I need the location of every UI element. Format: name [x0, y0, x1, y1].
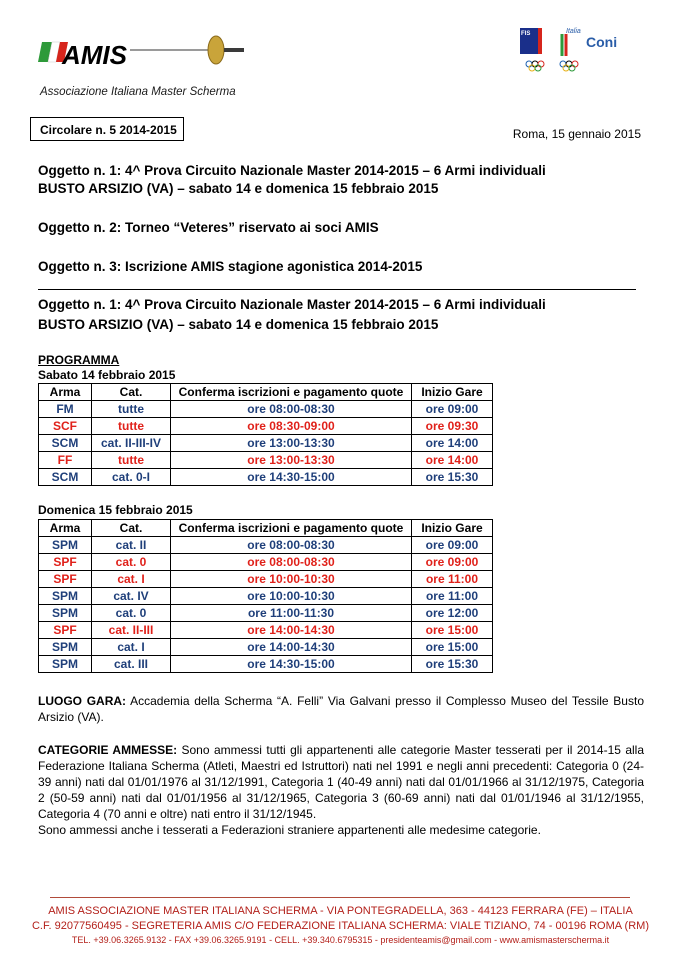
subject-1-line2: BUSTO ARSIZIO (VA) – sabato 14 e domenica 15 febbraio 2015	[38, 181, 439, 196]
table-row	[39, 588, 493, 605]
header-cat: Cat.	[92, 520, 171, 537]
cell-arma: SCF	[39, 418, 92, 435]
cell-cat: tutte	[92, 418, 171, 435]
cell-cat: cat. I	[92, 639, 171, 656]
table-row	[39, 418, 493, 435]
cell-inizio: ore 15:00	[412, 622, 493, 639]
categorie-label: CATEGORIE AMMESSE:	[38, 743, 178, 757]
divider-line	[38, 289, 636, 290]
table-row	[39, 401, 493, 418]
table-header-row	[39, 520, 493, 537]
cell-inizio: ore 09:30	[412, 418, 493, 435]
header-conferma: Conferma iscrizioni e pagamento quote	[171, 384, 412, 401]
cell-conferma: ore 08:30-09:00	[171, 418, 412, 435]
table-row	[39, 622, 493, 639]
subject-1-repeat-line1: Oggetto n. 1: 4^ Prova Circuito Nazionale Master 2014-2015 – 6 Armi individuali	[38, 297, 546, 312]
categorie-text: Sono ammessi tutti gli appartenenti alle categorie Master tesserati per il 2014-15 alla Federazione Italiana Scherma (Atleti, Maestri ed Istruttori) nati nel 1991 e negli anni precedenti: Categoria 0 (24-39 anni) nati dal 01/01/1976 al 31/12/1991, Categoria 1 (40-49 anni) nati dal 01/01/1966 al 31/12/1975, Categoria 2 (50-59 anni) nati dal 01/01/1956 al 31/12/1965, Categoria 3 (60-69 anni) nati dal 01/01/1946 al 31/12/1955, Categoria 4 (70 anni e oltre) nati entro il 31/12/1945.	[38, 743, 645, 821]
cell-cat: cat. III	[92, 656, 171, 673]
cell-conferma: ore 13:00-13:30	[171, 435, 412, 452]
table-row	[39, 571, 493, 588]
cell-conferma: ore 08:00-08:30	[171, 554, 412, 571]
cell-conferma: ore 10:00-10:30	[171, 588, 412, 605]
header-inizio: Inizio Gare	[412, 384, 493, 401]
cell-arma: SPM	[39, 656, 92, 673]
cell-conferma: ore 11:00-11:30	[171, 605, 412, 622]
table-row	[39, 469, 493, 486]
cell-inizio: ore 14:00	[412, 452, 493, 469]
cell-inizio: ore 11:00	[412, 571, 493, 588]
table-row	[39, 639, 493, 656]
table-header-row	[39, 384, 493, 401]
cell-arma: SPF	[39, 622, 92, 639]
cell-conferma: ore 14:00-14:30	[171, 622, 412, 639]
cell-conferma: ore 14:30-15:00	[171, 469, 412, 486]
cell-cat: tutte	[92, 452, 171, 469]
cell-inizio: ore 15:00	[412, 639, 493, 656]
programma-heading: PROGRAMMA	[38, 353, 120, 367]
cell-inizio: ore 09:00	[412, 401, 493, 418]
cell-cat: cat. I	[92, 571, 171, 588]
cell-arma: SCM	[39, 435, 92, 452]
cell-inizio: ore 14:00	[412, 435, 493, 452]
header-inizio: Inizio Gare	[412, 520, 493, 537]
footer-divider	[50, 897, 630, 898]
cell-cat: cat. 0-I	[92, 469, 171, 486]
cell-inizio: ore 09:00	[412, 537, 493, 554]
header-arma: Arma	[39, 384, 92, 401]
cell-arma: SCM	[39, 469, 92, 486]
categorie-paragraph	[38, 742, 644, 822]
cell-inizio: ore 09:00	[412, 554, 493, 571]
cell-inizio: ore 11:00	[412, 588, 493, 605]
luogo-gara-paragraph	[38, 693, 644, 725]
table-row	[39, 452, 493, 469]
cell-cat: cat. 0	[92, 605, 171, 622]
cell-arma: SPM	[39, 588, 92, 605]
cell-inizio: ore 15:30	[412, 656, 493, 673]
luogo-gara-label: LUOGO GARA:	[38, 694, 127, 708]
footer-line-2: C.F. 92077560495 - SEGRETERIA AMIS C/O FEDERAZIONE ITALIANA SCHERMA: VIALE TIZIANO, 74 - 00196 ROMA (RM)	[31, 920, 649, 932]
saturday-schedule-table	[38, 383, 493, 486]
cell-cat: cat. II	[92, 537, 171, 554]
subject-1-repeat-line2: BUSTO ARSIZIO (VA) – sabato 14 e domenica 15 febbraio 2015	[38, 317, 439, 332]
categorie-extra: Sono ammessi anche i tesserati a Federazioni straniere appartenenti alle medesime categorie.	[38, 823, 541, 837]
subject-1-line1: Oggetto n. 1: 4^ Prova Circuito Nazionale Master 2014-2015 – 6 Armi individuali	[38, 163, 546, 178]
cell-cat: cat. II-III	[92, 622, 171, 639]
subject-2: Oggetto n. 2: Torneo “Veteres” riservato ai soci AMIS	[38, 220, 379, 235]
fis-text: FIS	[521, 31, 531, 37]
footer-line-3: TEL. +39.06.3265.9132 - FAX +39.06.3265.9191 - CELL. +39.340.6795315 - presidenteamis@gmail.com - www.amismasterscherma.it	[71, 935, 610, 945]
cell-inizio: ore 12:00	[412, 605, 493, 622]
table-row	[39, 435, 493, 452]
sunday-title: Domenica 15 febbraio 2015	[38, 503, 193, 517]
italia-text: Italia	[566, 28, 581, 35]
cell-conferma: ore 13:00-13:30	[171, 452, 412, 469]
letter-date: Roma, 15 gennaio 2015	[512, 127, 641, 141]
cell-arma: FF	[39, 452, 92, 469]
cell-inizio: ore 15:30	[412, 469, 493, 486]
cell-arma: SPM	[39, 605, 92, 622]
cell-cat: cat. IV	[92, 588, 171, 605]
cell-arma: FM	[39, 401, 92, 418]
cell-arma: SPM	[39, 537, 92, 554]
amis-tagline: Associazione Italiana Master Scherma	[40, 86, 236, 98]
cell-arma: SPF	[39, 554, 92, 571]
cell-conferma: ore 14:00-14:30	[171, 639, 412, 656]
sunday-schedule-table	[38, 519, 493, 673]
table-row	[39, 656, 493, 673]
cell-conferma: ore 10:00-10:30	[171, 571, 412, 588]
cell-cat: cat. II-III-IV	[92, 435, 171, 452]
cell-cat: tutte	[92, 401, 171, 418]
header-arma: Arma	[39, 520, 92, 537]
amis-logo-text: AMIS	[62, 40, 127, 70]
footer-line-1: AMIS ASSOCIAZIONE MASTER ITALIANA SCHERMA - VIA PONTEGRADELLA, 363 - 44123 FERRARA (FE) – ITALIA	[48, 905, 633, 917]
table-row	[39, 554, 493, 571]
cell-cat: cat. 0	[92, 554, 171, 571]
cell-conferma: ore 14:30-15:00	[171, 656, 412, 673]
saturday-title: Sabato 14 febbraio 2015	[38, 368, 176, 382]
table-row	[39, 537, 493, 554]
subject-3: Oggetto n. 3: Iscrizione AMIS stagione agonistica 2014-2015	[38, 259, 423, 274]
header-conferma: Conferma iscrizioni e pagamento quote	[171, 520, 412, 537]
cell-conferma: ore 08:00-08:30	[171, 537, 412, 554]
coni-text: Coni	[586, 34, 618, 50]
table-row	[39, 605, 493, 622]
luogo-gara-text: Accademia della Scherma “A. Felli” Via Galvani presso il Complesso Museo del Tessile Busto Arsizio (VA).	[38, 694, 644, 724]
cell-arma: SPF	[39, 571, 92, 588]
cell-arma: SPM	[39, 639, 92, 656]
circolare-box: Circolare n. 5 2014-2015	[30, 117, 184, 141]
header-cat: Cat.	[92, 384, 171, 401]
cell-conferma: ore 08:00-08:30	[171, 401, 412, 418]
